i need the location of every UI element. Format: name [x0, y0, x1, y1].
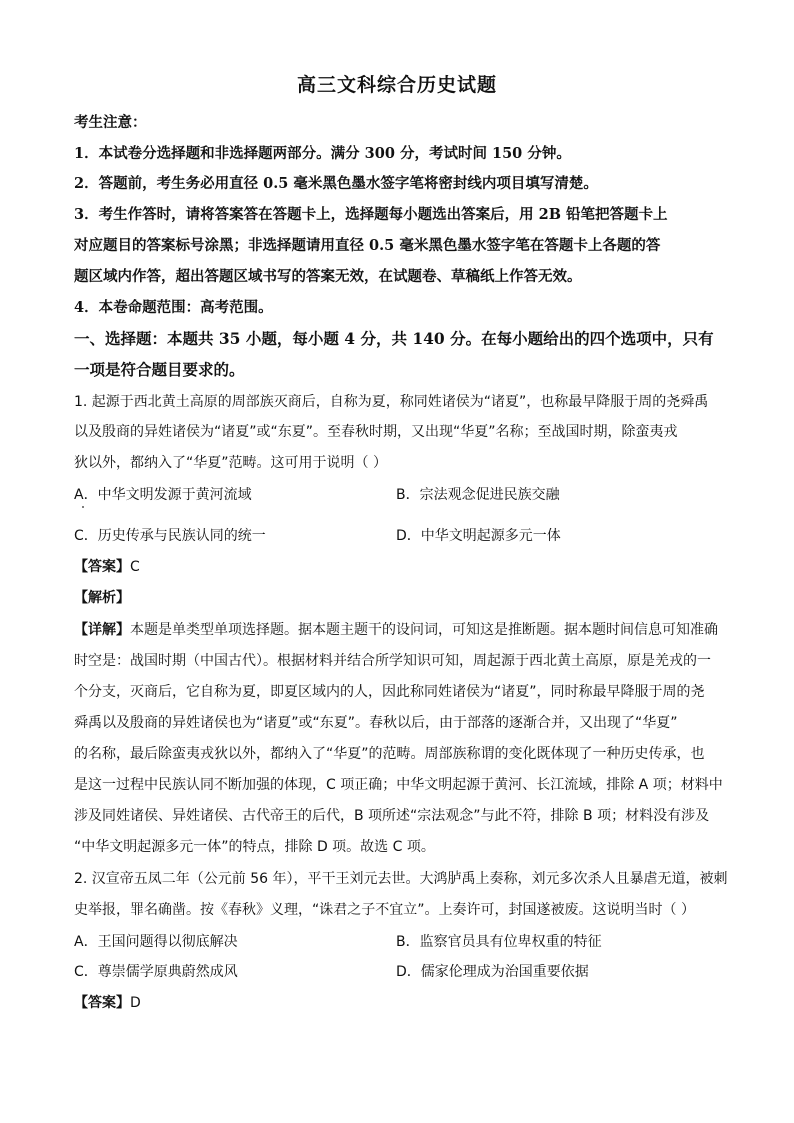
q1-stem-line-1: 1. 起源于西北黄土高原的周部族灭商后，自称为夏，称同姓诸侯为“诸夏”，也称最早降服于周的尧舜禹	[74, 394, 709, 410]
q1-detail-line-4: 舜禹以及殷商的异姓诸侯也为“诸夏”或“东夏”。春秋以后，由于部落的逐渐合并，又出现了“华夏”	[74, 715, 678, 731]
q1-detail-line-3: 个分支，灭商后，它自称为夏，即夏区域内的人，因此称同姓诸侯为“诸夏”，同时称最早降服于周的尧	[74, 684, 705, 700]
q2-answer-tag: 【答案】	[74, 995, 130, 1011]
q2-answer-value: D	[130, 995, 141, 1011]
section-heading-line-2: 一项是符合题目要求的。	[74, 360, 245, 379]
notice-item-4: 4．本卷命题范围：高考范围。	[74, 299, 273, 316]
q2-option-d: D．儒家伦理成为治国重要依据	[396, 964, 589, 980]
q1-answer	[74, 556, 724, 576]
notice-heading: 考生注意：	[74, 114, 147, 131]
notice-item-2: 2．答题前，考生务必用直径 0.5 毫米黑色墨水签字笔将密封线内项目填写清楚。	[74, 175, 598, 192]
q1-detail-tag: 【详解】	[74, 622, 130, 638]
q2-answer	[74, 992, 724, 1012]
q1-detail-line-2: 时空是：战国时期（中国古代）。根据材料并结合所学知识可知，周起源于西北黄土高原，原是羌戎的一	[74, 653, 711, 669]
q1-detail-line-6: 是这一过程中民族认同不断加强的体现，C 项正确；中华文明起源于黄河、长江流域，排除 A 项；材料中	[74, 777, 723, 793]
q1-stem-line-3: 狄以外，都纳入了“华夏”范畴。这可用于说明（ ）	[74, 455, 387, 471]
q1-detail-line-7: 涉及同姓诸侯、异姓诸侯、古代帝王的后代，B 项所述“宗法观念”与此不符，排除 B 项；材料没有涉及	[74, 808, 710, 824]
section-heading-line-1: 一、选择题：本题共 35 小题，每小题 4 分，共 140 分。在每小题给出的四个选项中，只有	[74, 329, 714, 348]
notice-item-1: 1．本试卷分选择题和非选择题两部分。满分 300 分，考试时间 150 分钟。	[74, 145, 571, 162]
q1-answer-value: C	[130, 559, 140, 575]
notice-item-3-cont-1: 对应题目的答案标号涂黑；非选择题请用直径 0.5 毫米黑色墨水签字笔在答题卡上各题的答	[74, 237, 661, 254]
q2-option-c: C．尊崇儒学原典蔚然成风	[74, 964, 238, 980]
q1-detail-line-5: 的名称，最后除蛮夷戎狄以外，都纳入了“华夏”的范畴。周部族称谓的变化既体现了一种历史传承，也	[74, 746, 705, 762]
page-title: 高三文科综合历史试题	[296, 74, 497, 96]
q1-detail-text-1: 本题是单类型单项选择题。据本题主题干的设问词，可知这是推断题。据本题时间信息可知准确	[130, 622, 718, 638]
stray-dot	[82, 506, 84, 508]
notice-item-3-cont-2: 题区域内作答，超出答题区域书写的答案无效，在试题卷、草稿纸上作答无效。	[74, 268, 582, 285]
q1-analysis-tag: 【解析】	[74, 590, 130, 606]
q1-option-d: D．中华文明起源多元一体	[396, 528, 561, 544]
q1-answer-tag: 【答案】	[74, 559, 130, 575]
q1-option-c: C．历史传承与民族认同的统一	[74, 528, 266, 544]
q2-option-b: B．监察官员具有位卑权重的特征	[396, 934, 602, 950]
notice-item-3: 3．考生作答时，请将答案答在答题卡上，选择题每小题选出答案后，用 2B 铅笔把答题卡上	[74, 206, 668, 223]
q1-detail-line-8: “中华文明起源多元一体”的特点，排除 D 项。故选 C 项。	[74, 839, 435, 855]
q2-stem-line-1: 2. 汉宣帝五凤二年（公元前 56 年），平干王刘元去世。大鸿胪禹上奏称，刘元多次杀人且暴虐无道，被刺	[74, 871, 728, 887]
q1-option-b: B．宗法观念促进民族交融	[396, 487, 560, 503]
q1-option-a: A．中华文明发源于黄河流域	[74, 487, 252, 503]
q1-detail-line-1	[74, 619, 724, 639]
q2-stem-line-2: 史举报，罪名确凿。按《春秋》义理，“诛君之子不宜立”。上奏许可，封国遂被废。这说明当时（ ）	[74, 902, 695, 918]
q1-stem-line-2: 以及殷商的异姓诸侯为“诸夏”或“东夏”。至春秋时期，又出现“华夏”名称；至战国时期，除蛮夷戎	[74, 424, 678, 440]
q2-option-a: A．王国问题得以彻底解决	[74, 934, 238, 950]
